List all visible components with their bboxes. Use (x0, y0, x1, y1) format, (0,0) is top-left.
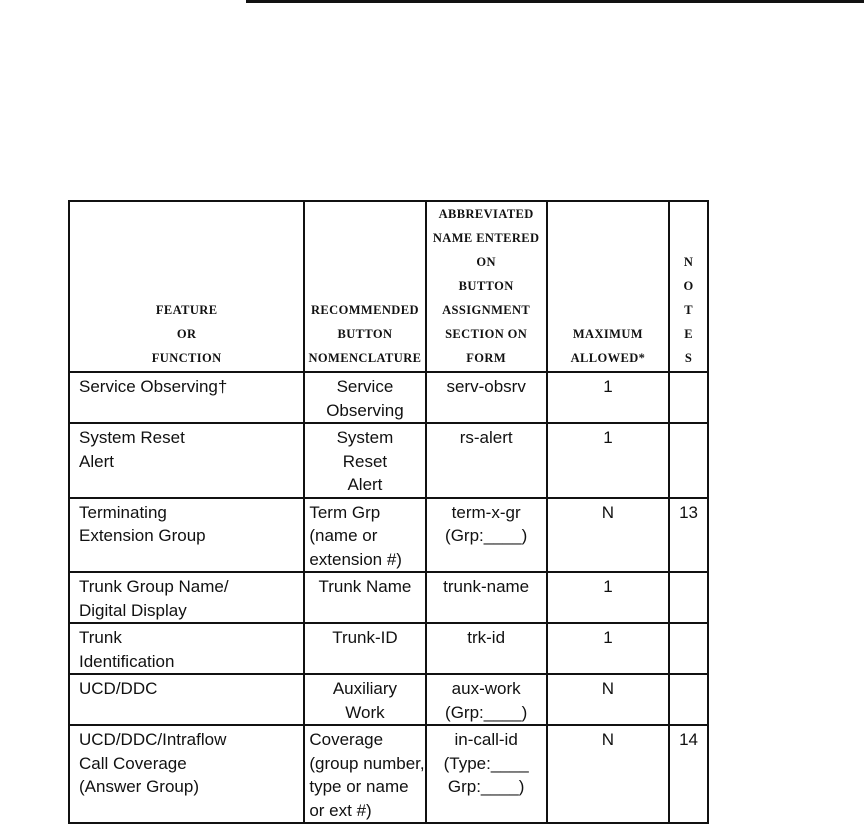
feature-cell (69, 498, 304, 573)
nomenclature-cell-line: Reset (342, 451, 388, 471)
nomenclature-cell-line: System (336, 428, 394, 447)
feature-cell-line: Service Observing† (79, 377, 228, 396)
feature-cell-line: Digital Display (79, 600, 187, 620)
feature-cell-line: (Answer Group) (79, 777, 199, 796)
nomenclature-cell-line: Term Grp (309, 502, 381, 522)
nomenclature-cell-line: Coverage (309, 730, 384, 749)
abbreviated-cell (426, 423, 547, 498)
nomenclature-cell-line: Service (336, 377, 394, 396)
header-feature (69, 201, 304, 372)
feature-cell-line: Identification (79, 651, 175, 671)
nomenclature-cell-line: Auxiliary (332, 679, 398, 698)
feature-cell-line: Call Coverage (79, 753, 187, 773)
feature-cell-line: Extension Group (79, 526, 206, 545)
header-line: FORM (466, 351, 507, 365)
abbreviated-cell-line: serv-obsrv (446, 377, 526, 396)
notes-cell (669, 572, 708, 623)
abbreviated-cell (426, 623, 547, 674)
header-line: FEATURE (155, 303, 218, 317)
header-line: FUNCTION (151, 351, 222, 365)
abbreviated-cell-line: (Grp:____) (445, 526, 528, 545)
nomenclature-cell-line: Alert (347, 475, 383, 494)
nomenclature-cell (304, 372, 425, 423)
abbreviated-cell-line: rs-alert (459, 428, 513, 447)
header-line: ASSIGNMENT (442, 303, 531, 317)
feature-cell (69, 423, 304, 498)
nomenclature-cell (304, 572, 425, 623)
nomenclature-cell-line: Observing (326, 400, 404, 420)
abbreviated-cell (426, 372, 547, 423)
feature-cell-line: Alert (79, 451, 114, 471)
nomenclature-cell (304, 674, 425, 725)
abbreviated-cell-line: term-x-gr (451, 502, 521, 522)
abbreviated-cell (426, 725, 547, 823)
header-notes (669, 201, 708, 372)
feature-cell (69, 372, 304, 423)
header-line: S (684, 351, 693, 365)
feature-cell (69, 623, 304, 674)
abbreviated-cell (426, 498, 547, 573)
header-line: MAXIMUM (572, 327, 643, 341)
table-row (69, 423, 708, 498)
header-line: ALLOWED* (570, 351, 646, 365)
table-body (69, 372, 708, 823)
notes-cell (669, 372, 708, 423)
maximum-cell: N (547, 674, 669, 725)
table-row (69, 674, 708, 725)
nomenclature-cell-line: Trunk Name (318, 577, 412, 596)
abbreviated-cell (426, 674, 547, 725)
nomenclature-cell-line: type or name (309, 777, 409, 796)
maximum-cell: N (547, 498, 669, 573)
maximum-cell: 1 (547, 423, 669, 498)
notes-cell (669, 674, 708, 725)
maximum-cell: N (547, 725, 669, 823)
nomenclature-cell (304, 623, 425, 674)
table-row (69, 623, 708, 674)
abbreviated-cell (426, 572, 547, 623)
nomenclature-cell (304, 498, 425, 573)
notes-cell: 13 (669, 498, 708, 573)
header-abbreviated (426, 201, 547, 372)
maximum-cell: 1 (547, 623, 669, 674)
maximum-cell: 1 (547, 572, 669, 623)
abbreviated-cell-line: trunk-name (443, 577, 530, 596)
feature-cell-line: UCD/DDC/Intraflow (79, 730, 227, 749)
header-line: BUTTON (458, 279, 514, 293)
header-line: BUTTON (337, 327, 393, 341)
button-assignment-table (68, 200, 709, 824)
feature-cell-line: Terminating (79, 502, 167, 522)
nomenclature-cell (304, 725, 425, 823)
top-rule (246, 0, 864, 3)
header-row (69, 201, 708, 372)
header-line: T (684, 303, 693, 317)
header-line: NAME ENTERED (432, 231, 540, 245)
header-maximum (547, 201, 669, 372)
abbreviated-cell-line: aux-work (451, 679, 521, 698)
table-row (69, 572, 708, 623)
abbreviated-cell-line: Grp:____) (447, 777, 525, 796)
header-line: RECOMMENDED (311, 303, 419, 317)
header-line: ON (476, 255, 496, 269)
header-line: SECTION ON (445, 327, 528, 341)
nomenclature-cell-line: (name or (309, 526, 378, 545)
feature-cell-line: System Reset (79, 428, 185, 447)
abbreviated-cell-line: (Type:____ (443, 753, 529, 773)
abbreviated-cell-line: in-call-id (454, 730, 518, 749)
nomenclature-cell-line: or ext #) (309, 800, 372, 820)
notes-cell: 14 (669, 725, 708, 823)
nomenclature-cell-line: Trunk-ID (332, 628, 398, 647)
header-line: ABBREVIATED (438, 207, 534, 221)
header-line: E (684, 327, 693, 341)
notes-cell (669, 423, 708, 498)
nomenclature-cell-line: Work (345, 702, 385, 722)
feature-cell (69, 725, 304, 823)
maximum-cell: 1 (547, 372, 669, 423)
abbreviated-cell-line: trk-id (467, 628, 506, 647)
nomenclature-cell-line: extension #) (309, 549, 402, 569)
feature-cell-line: Trunk Group Name/ (79, 577, 229, 596)
nomenclature-cell (304, 423, 425, 498)
nomenclature-cell-line: (group number, (309, 753, 425, 773)
header-nomenclature (304, 201, 425, 372)
table-row (69, 372, 708, 423)
header-line: NOMENCLATURE (308, 351, 422, 365)
abbreviated-cell-line: (Grp:____) (445, 702, 528, 722)
feature-cell-line: UCD/DDC (79, 679, 158, 698)
feature-cell-line: Trunk (79, 628, 122, 647)
header-line: O (683, 279, 694, 293)
feature-cell (69, 674, 304, 725)
table-row (69, 498, 708, 573)
header-line: N (683, 255, 694, 269)
table-row (69, 725, 708, 823)
feature-cell (69, 572, 304, 623)
notes-cell (669, 623, 708, 674)
header-line: OR (176, 327, 197, 341)
